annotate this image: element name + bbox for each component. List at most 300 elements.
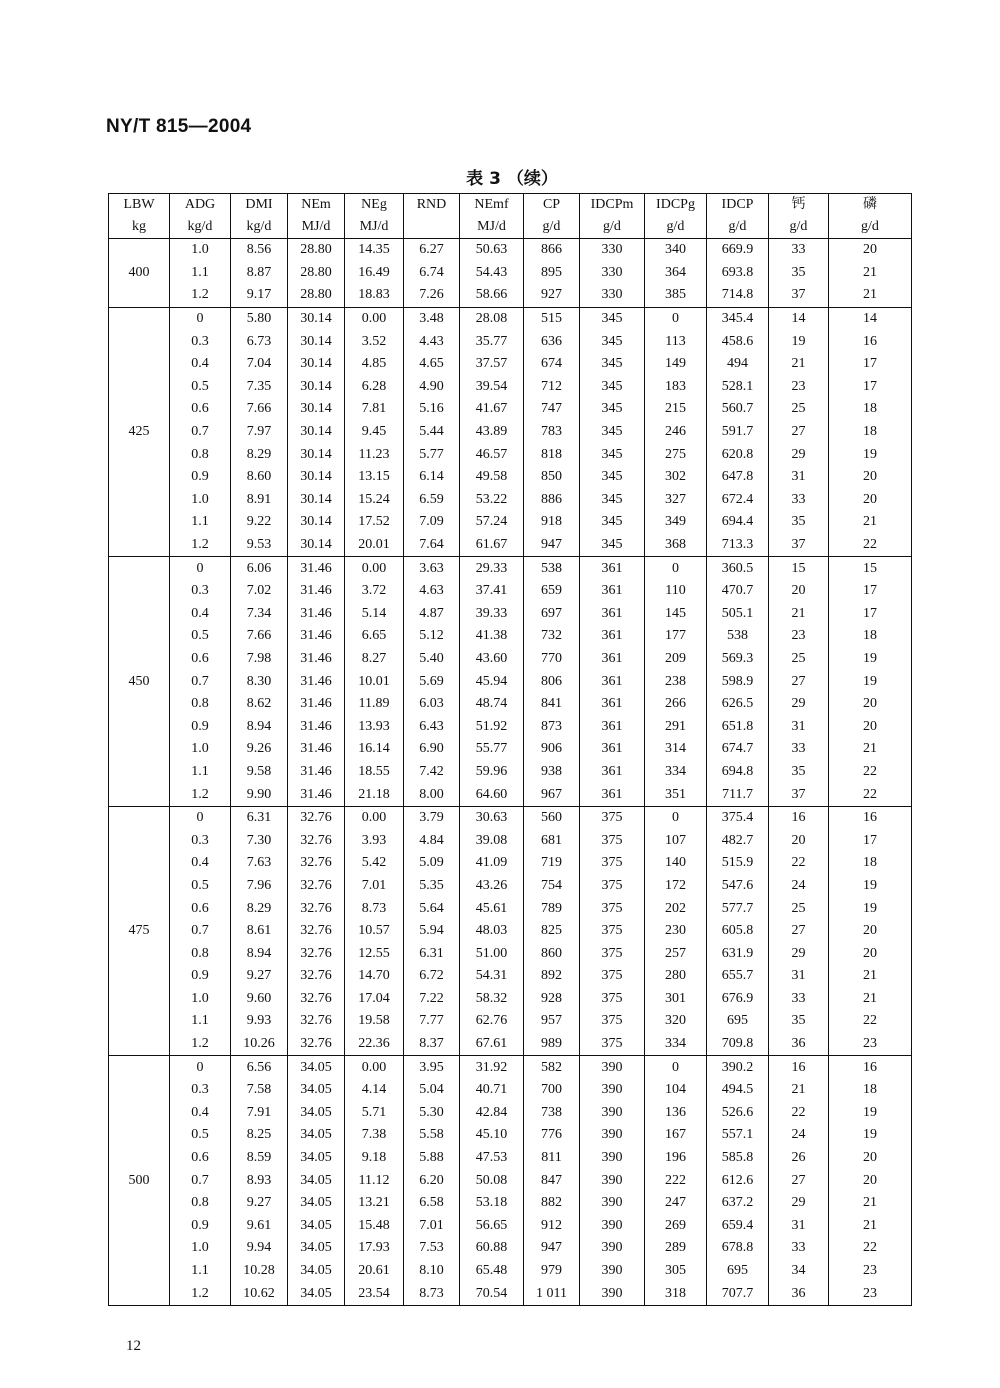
table-cell: 818: [524, 443, 580, 466]
table-cell: 0.5: [191, 1127, 209, 1143]
table-row: [109, 897, 912, 920]
column-header: ADG: [170, 194, 231, 217]
table-cell: 334: [645, 761, 707, 784]
table-cell: 747: [524, 398, 580, 421]
table-cell: 7.63: [231, 852, 288, 875]
table-cell: 18: [829, 421, 912, 444]
table-cell: 458.6: [707, 330, 769, 353]
table-cell: 20: [829, 920, 912, 943]
table-cell: 569.3: [707, 648, 769, 671]
table-cell: 20: [829, 715, 912, 738]
table-cell: 330: [580, 262, 645, 285]
table-cell: 345: [580, 330, 645, 353]
table-cell: 22.36: [345, 1033, 404, 1056]
table-row: [109, 806, 912, 829]
table-cell: 32.76: [288, 920, 345, 943]
table-cell: 15: [769, 557, 829, 580]
table-cell: 345: [580, 511, 645, 534]
table-cell: 927: [524, 284, 580, 307]
table-cell: 17.52: [345, 511, 404, 534]
table-cell: 30.14: [288, 534, 345, 557]
table-cell: 301: [645, 988, 707, 1011]
table-cell: 110: [645, 580, 707, 603]
table-cell: 1.1: [191, 1013, 209, 1029]
table-cell: 51.92: [460, 715, 524, 738]
table-cell: 825: [524, 920, 580, 943]
table-cell: 494.5: [707, 1079, 769, 1102]
table-cell: 29: [769, 443, 829, 466]
table-cell: 636: [524, 330, 580, 353]
table-cell: 598.9: [707, 670, 769, 693]
table-cell: 32.76: [288, 942, 345, 965]
table-cell: 620.8: [707, 443, 769, 466]
table-cell: 591.7: [707, 421, 769, 444]
table-cell: 6.59: [404, 489, 460, 512]
table-cell: 0: [645, 557, 707, 580]
table-cell: 0.4: [191, 356, 209, 372]
table-cell: 24: [769, 875, 829, 898]
column-unit: g/d: [769, 216, 829, 239]
table-cell: 45.94: [460, 670, 524, 693]
table-cell: 22: [829, 761, 912, 784]
table-cell: 9.93: [231, 1010, 288, 1033]
table-cell: 14: [829, 307, 912, 330]
table-cell: 1.0: [191, 1240, 209, 1256]
table-cell: 37: [769, 534, 829, 557]
table-cell: 327: [645, 489, 707, 512]
table-cell: 17: [829, 829, 912, 852]
table-cell: 196: [645, 1147, 707, 1170]
table-cell: 14: [769, 307, 829, 330]
table-cell: 35.77: [460, 330, 524, 353]
table-cell: 0.00: [345, 806, 404, 829]
table-cell: 50.63: [460, 239, 524, 262]
table-row: [109, 1215, 912, 1238]
table-cell: 10.26: [231, 1033, 288, 1056]
table-cell: 55.77: [460, 738, 524, 761]
table-cell: 7.96: [231, 875, 288, 898]
table-cell: 70.54: [460, 1282, 524, 1305]
table-cell: 375: [580, 988, 645, 1011]
table-cell: 27: [769, 920, 829, 943]
table-cell: 5.14: [345, 603, 404, 626]
table-cell: 390: [580, 1237, 645, 1260]
table-cell: 361: [580, 670, 645, 693]
table-cell: 43.89: [460, 421, 524, 444]
table-row: [109, 920, 912, 943]
table-cell: 4.84: [404, 829, 460, 852]
table-cell: 7.42: [404, 761, 460, 784]
table-cell: 32.76: [288, 852, 345, 875]
table-cell: 19: [829, 1124, 912, 1147]
table-cell: 0.3: [191, 832, 209, 848]
table-cell: 183: [645, 376, 707, 399]
table-row: [109, 376, 912, 399]
table-cell: 35: [769, 262, 829, 285]
table-cell: 375: [580, 806, 645, 829]
table-cell: 5.88: [404, 1147, 460, 1170]
table-cell: 302: [645, 466, 707, 489]
table-cell: 6.65: [345, 625, 404, 648]
table-cell: 7.64: [404, 534, 460, 557]
table-cell: 770: [524, 648, 580, 671]
table-cell: 361: [580, 648, 645, 671]
column-header: 钙: [769, 194, 829, 217]
table-cell: 34.05: [288, 1147, 345, 1170]
table-cell: 23: [829, 1033, 912, 1056]
table-cell: 713.3: [707, 534, 769, 557]
table-cell: 9.60: [231, 988, 288, 1011]
table-cell: 10.62: [231, 1282, 288, 1305]
table-cell: 14.70: [345, 965, 404, 988]
column-header: RND: [404, 194, 460, 217]
table-cell: 20: [829, 239, 912, 262]
table-cell: 209: [645, 648, 707, 671]
table-cell: 6.20: [404, 1169, 460, 1192]
table-cell: 368: [645, 534, 707, 557]
table-cell: 3.95: [404, 1056, 460, 1079]
table-title: 表 3 （续）: [466, 169, 558, 189]
table-cell: 0.5: [191, 877, 209, 893]
table-cell: 31.46: [288, 715, 345, 738]
table-cell: 0.9: [191, 469, 209, 485]
table-cell: 0.3: [191, 583, 209, 599]
table-cell: 9.17: [231, 284, 288, 307]
table-cell: 12.55: [345, 942, 404, 965]
table-cell: 361: [580, 693, 645, 716]
table-cell: 3.93: [345, 829, 404, 852]
table-cell: 361: [580, 761, 645, 784]
table-cell: 0.6: [191, 650, 209, 666]
table-cell: 7.30: [231, 829, 288, 852]
table-cell: 23.54: [345, 1282, 404, 1305]
table-cell: 22: [829, 1237, 912, 1260]
table-cell: 22: [769, 852, 829, 875]
column-header: 磷: [829, 194, 912, 217]
table-cell: 0.5: [191, 628, 209, 644]
table-cell: 64.60: [460, 783, 524, 806]
table-cell: 35: [769, 1010, 829, 1033]
table-cell: 7.35: [231, 376, 288, 399]
table-cell: 17.93: [345, 1237, 404, 1260]
table-cell: 48.74: [460, 693, 524, 716]
table-cell: 1 011: [524, 1282, 580, 1305]
table-cell: 375: [580, 965, 645, 988]
table-cell: 390: [580, 1147, 645, 1170]
table-cell: 14.35: [345, 239, 404, 262]
table-cell: 345: [580, 466, 645, 489]
table-cell: 16.49: [345, 262, 404, 285]
table-cell: 32.76: [288, 1033, 345, 1056]
table-row: [109, 557, 912, 580]
table-cell: 246: [645, 421, 707, 444]
table-cell: 7.91: [231, 1102, 288, 1125]
table-cell: 5.77: [404, 443, 460, 466]
table-cell: 7.22: [404, 988, 460, 1011]
table-cell: 783: [524, 421, 580, 444]
table-cell: 28.80: [288, 262, 345, 285]
table-cell: 61.67: [460, 534, 524, 557]
table-cell: 0: [170, 806, 231, 829]
header-row-names: [109, 194, 912, 217]
table-cell: 9.27: [231, 1192, 288, 1215]
table-cell: 11.12: [345, 1169, 404, 1192]
table-cell: 140: [645, 852, 707, 875]
table-cell: 9.53: [231, 534, 288, 557]
table-cell: 41.38: [460, 625, 524, 648]
table-cell: 11.23: [345, 443, 404, 466]
table-cell: 28.80: [288, 239, 345, 262]
table-cell: 22: [829, 534, 912, 557]
table-cell: 989: [524, 1033, 580, 1056]
table-cell: 5.44: [404, 421, 460, 444]
table-cell: 6.56: [231, 1056, 288, 1079]
table-cell: 738: [524, 1102, 580, 1125]
table-row: [109, 1169, 912, 1192]
table-cell: 20: [829, 489, 912, 512]
table-cell: 0.4: [191, 605, 209, 621]
table-cell: 30.14: [288, 330, 345, 353]
table-cell: 39.33: [460, 603, 524, 626]
table-cell: 655.7: [707, 965, 769, 988]
table-row: [109, 307, 912, 330]
table-row: [109, 875, 912, 898]
table-cell: 647.8: [707, 466, 769, 489]
table-cell: 22: [769, 1102, 829, 1125]
table-cell: 7.34: [231, 603, 288, 626]
table-cell: 528.1: [707, 376, 769, 399]
column-header: IDCPm: [580, 194, 645, 217]
table-cell: 695: [707, 1260, 769, 1283]
table-cell: 6.14: [404, 466, 460, 489]
table-cell: 30.14: [288, 398, 345, 421]
table-cell: 1.0: [191, 990, 209, 1006]
table-cell: 1.1: [191, 514, 209, 530]
lbw-group-cell: 475: [109, 806, 170, 1056]
table-cell: 58.32: [460, 988, 524, 1011]
table-cell: 269: [645, 1215, 707, 1238]
table-row: [109, 284, 912, 307]
table-cell: 886: [524, 489, 580, 512]
table-cell: 361: [580, 580, 645, 603]
table-cell: 8.37: [404, 1033, 460, 1056]
table-cell: 39.54: [460, 376, 524, 399]
table-row: [109, 1147, 912, 1170]
table-row: [109, 466, 912, 489]
column-unit: MJ/d: [345, 216, 404, 239]
table-cell: 31.46: [288, 783, 345, 806]
table-cell: 8.00: [404, 783, 460, 806]
table-cell: 28.80: [288, 284, 345, 307]
table-cell: 5.16: [404, 398, 460, 421]
table-cell: 31.46: [288, 603, 345, 626]
table-cell: 4.65: [404, 353, 460, 376]
table-cell: 334: [645, 1033, 707, 1056]
table-cell: 349: [645, 511, 707, 534]
table-cell: 811: [524, 1147, 580, 1170]
table-cell: 979: [524, 1260, 580, 1283]
table-cell: 7.53: [404, 1237, 460, 1260]
table-row: [109, 603, 912, 626]
table-row: [109, 534, 912, 557]
table-cell: 27: [769, 1169, 829, 1192]
table-cell: 27: [769, 421, 829, 444]
table-cell: 29: [769, 1192, 829, 1215]
table-cell: 41.67: [460, 398, 524, 421]
table-cell: 314: [645, 738, 707, 761]
table-row: [109, 738, 912, 761]
table-cell: 172: [645, 875, 707, 898]
table-cell: 957: [524, 1010, 580, 1033]
table-cell: 938: [524, 761, 580, 784]
table-cell: 361: [580, 625, 645, 648]
table-cell: 659: [524, 580, 580, 603]
table-cell: 4.63: [404, 580, 460, 603]
table-cell: 626.5: [707, 693, 769, 716]
table-cell: 4.43: [404, 330, 460, 353]
table-cell: 695: [707, 1010, 769, 1033]
table-cell: 34.05: [288, 1260, 345, 1283]
table-cell: 674.7: [707, 738, 769, 761]
table-cell: 754: [524, 875, 580, 898]
table-cell: 54.43: [460, 262, 524, 285]
column-unit: [404, 216, 460, 239]
table-cell: 16: [829, 806, 912, 829]
table-cell: 320: [645, 1010, 707, 1033]
table-cell: 582: [524, 1056, 580, 1079]
table-row: [109, 1260, 912, 1283]
page-number: 12: [126, 1338, 141, 1354]
table-cell: 22: [829, 1010, 912, 1033]
table-cell: 18.55: [345, 761, 404, 784]
table-cell: 651.8: [707, 715, 769, 738]
table-cell: 30.14: [288, 443, 345, 466]
table-cell: 18: [829, 852, 912, 875]
table-cell: 215: [645, 398, 707, 421]
table-cell: 42.84: [460, 1102, 524, 1125]
table-cell: 50.08: [460, 1169, 524, 1192]
table-cell: 17.04: [345, 988, 404, 1011]
table-cell: 177: [645, 625, 707, 648]
table-cell: 18.83: [345, 284, 404, 307]
table-cell: 0.00: [345, 557, 404, 580]
table-cell: 330: [580, 284, 645, 307]
table-cell: 230: [645, 920, 707, 943]
table-cell: 6.74: [404, 262, 460, 285]
table-cell: 53.18: [460, 1192, 524, 1215]
table-row: [109, 852, 912, 875]
table-cell: 26: [769, 1147, 829, 1170]
column-header: NEm: [288, 194, 345, 217]
table-cell: 6.72: [404, 965, 460, 988]
table-row: [109, 353, 912, 376]
table-cell: 345: [580, 489, 645, 512]
table-cell: 330: [580, 239, 645, 262]
table-cell: 882: [524, 1192, 580, 1215]
table-cell: 8.60: [231, 466, 288, 489]
table-cell: 637.2: [707, 1192, 769, 1215]
table-cell: 5.30: [404, 1102, 460, 1125]
table-cell: 712: [524, 376, 580, 399]
table-row: [109, 1282, 912, 1305]
table-row: [109, 1124, 912, 1147]
table-cell: 4.87: [404, 603, 460, 626]
table-cell: 291: [645, 715, 707, 738]
column-header: DMI: [231, 194, 288, 217]
table-cell: 1.2: [191, 287, 209, 303]
table-cell: 34.05: [288, 1192, 345, 1215]
table-cell: 470.7: [707, 580, 769, 603]
table-cell: 56.65: [460, 1215, 524, 1238]
table-cell: 351: [645, 783, 707, 806]
table-cell: 31.46: [288, 557, 345, 580]
table-cell: 789: [524, 897, 580, 920]
table-cell: 0.3: [191, 333, 209, 349]
table-cell: 34: [769, 1260, 829, 1283]
table-cell: 6.73: [231, 330, 288, 353]
table-cell: 361: [580, 783, 645, 806]
table-cell: 16.14: [345, 738, 404, 761]
table-cell: 345: [580, 398, 645, 421]
table-cell: 35: [769, 761, 829, 784]
table-cell: 57.24: [460, 511, 524, 534]
table-cell: 906: [524, 738, 580, 761]
table-cell: 54.31: [460, 965, 524, 988]
table-cell: 32.76: [288, 897, 345, 920]
table-cell: 6.58: [404, 1192, 460, 1215]
table-cell: 0: [170, 1056, 231, 1079]
table-cell: 947: [524, 534, 580, 557]
table-cell: 32.76: [288, 1010, 345, 1033]
table-cell: 1.0: [191, 741, 209, 757]
table-cell: 67.61: [460, 1033, 524, 1056]
table-cell: 515: [524, 307, 580, 330]
table-cell: 693.8: [707, 262, 769, 285]
table-cell: 20: [829, 1169, 912, 1192]
table-cell: 17: [829, 376, 912, 399]
table-cell: 847: [524, 1169, 580, 1192]
table-cell: 32.76: [288, 806, 345, 829]
table-cell: 33: [769, 738, 829, 761]
table-cell: 30.14: [288, 421, 345, 444]
table-cell: 345: [580, 376, 645, 399]
table-cell: 967: [524, 783, 580, 806]
table-cell: 5.12: [404, 625, 460, 648]
table-cell: 560: [524, 806, 580, 829]
table-cell: 6.90: [404, 738, 460, 761]
table-cell: 19: [829, 1102, 912, 1125]
table-cell: 0.5: [191, 378, 209, 394]
table-cell: 21: [829, 284, 912, 307]
table-cell: 7.97: [231, 421, 288, 444]
table-cell: 0.6: [191, 401, 209, 417]
table-cell: 505.1: [707, 603, 769, 626]
table-cell: 0.8: [191, 1195, 209, 1211]
table-cell: 714.8: [707, 284, 769, 307]
table-cell: 375: [580, 852, 645, 875]
table-cell: 345: [580, 307, 645, 330]
table-cell: 390: [580, 1282, 645, 1305]
table-cell: 16: [769, 806, 829, 829]
table-cell: 345: [580, 534, 645, 557]
table-cell: 8.10: [404, 1260, 460, 1283]
table-cell: 31.46: [288, 738, 345, 761]
lbw-group-cell: 425: [109, 307, 170, 557]
table-cell: 7.77: [404, 1010, 460, 1033]
table-row: [109, 1033, 912, 1056]
table-cell: 41.09: [460, 852, 524, 875]
table-cell: 0.8: [191, 696, 209, 712]
